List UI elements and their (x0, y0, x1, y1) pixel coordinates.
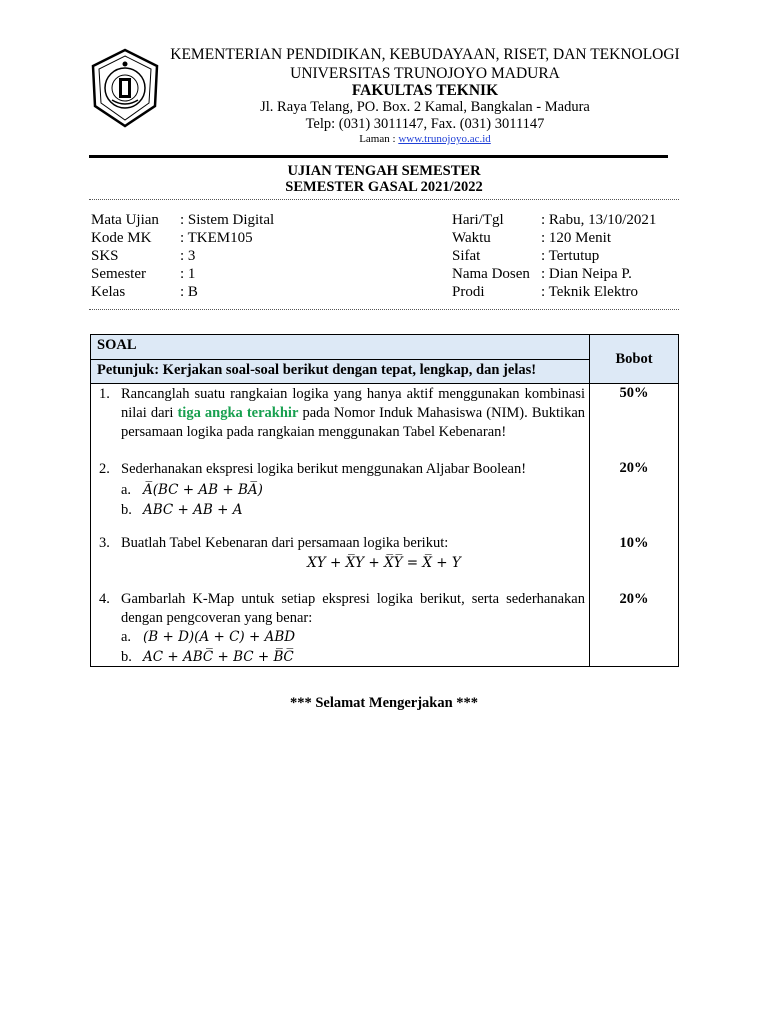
question-text: Buatlah Tabel Kebenaran dari persamaan logika berikut: (121, 535, 449, 551)
info-value-kelas: : B (180, 284, 198, 300)
info-value-hari-tgl: : Rabu, 13/10/2021 (541, 212, 657, 228)
questions-cell (91, 384, 590, 667)
question-3-equation: XY + X̅Y + X̅Y̅ = X̅ + Y (307, 555, 461, 571)
question-number: 3. (99, 535, 110, 551)
weight-question-1: 50% (619, 385, 649, 401)
info-value-mata-ujian: : Sistem Digital (180, 212, 275, 228)
bobot-header: Bobot (590, 335, 679, 384)
university-logo (89, 48, 161, 128)
website-link[interactable]: www.trunojoyo.ac.id (398, 133, 491, 145)
question-number: 2. (99, 461, 110, 477)
question-2 (99, 460, 585, 479)
info-label-sks: SKS (91, 248, 119, 264)
question-2-item-b: b. ABC + AB + A (121, 502, 243, 518)
info-label-nama-dosen: Nama Dosen (452, 266, 530, 282)
question-2-item-a: a. A̅(BC + AB + BA̅) (121, 482, 263, 498)
info-label-sifat: Sifat (452, 248, 481, 264)
question-1 (99, 385, 585, 442)
info-value-prodi: : Teknik Elektro (541, 284, 638, 300)
info-label-kode-mk: Kode MK (91, 230, 152, 246)
expression: AC + ABC̅ + BC + B̅C̅ (143, 649, 294, 665)
info-value-sifat: : Tertutup (541, 248, 600, 264)
info-value-nama-dosen: : Dian Neipa P. (541, 266, 632, 282)
university-name: UNIVERSITAS TRUNOJOYO MADURA (290, 65, 560, 82)
weight-question-4: 20% (619, 591, 649, 607)
expression: A̅(BC + AB + BA̅) (143, 482, 263, 498)
info-label-semester: Semester (91, 266, 146, 282)
website-line (165, 133, 685, 145)
question-text: Sederhanakan ekspresi logika berikut menggunakan Aljabar Boolean! (121, 461, 527, 477)
info-label-prodi: Prodi (452, 284, 485, 300)
question-number: 4. (99, 591, 110, 607)
header-divider (89, 155, 668, 158)
soal-header-cell (91, 335, 590, 384)
question-3 (99, 534, 585, 553)
exam-subtitle: SEMESTER GASAL 2021/2022 (285, 179, 483, 195)
weights-cell (590, 384, 679, 667)
ministry-name: KEMENTERIAN PENDIDIKAN, KEBUDAYAAN, RISET, DAN TEKNOLOGI (170, 46, 680, 63)
question-text: Rancanglah suatu rangkaian logika yang hanya aktif menggunakan kombinasi nilai dari tiga angka terakhir pada Nomor Induk Mahasiswa (NIM). Buktikan persamaan logika pada rangkaian menggunakan Tabel Kebenaran! (121, 386, 586, 440)
info-value-semester: : 1 (180, 266, 196, 282)
highlight-text: tiga angka terakhir (177, 405, 299, 421)
phone-fax: Telp: (031) 3011147, Fax. (031) 3011147 (305, 116, 545, 132)
question-text: Gambarlah K-Map untuk setiap ekspresi logika berikut, serta sederhanakan dengan pengcoveran yang benar: (121, 591, 585, 626)
closing-message: *** Selamat Mengerjakan *** (289, 695, 479, 711)
info-value-kode-mk: : TKEM105 (180, 230, 253, 246)
question-4-item-a: a. (B + D)(A + C) + ABD (121, 629, 296, 645)
dotted-divider-bottom (89, 309, 679, 310)
weight-question-2: 20% (619, 460, 649, 476)
soal-header: SOAL (91, 335, 589, 360)
info-value-sks: : 3 (180, 248, 196, 264)
info-label-hari-tgl: Hari/Tgl (452, 212, 504, 228)
question-number: 1. (99, 386, 110, 402)
info-label-kelas: Kelas (91, 284, 126, 300)
info-label-waktu: Waktu (452, 230, 491, 246)
dotted-divider-top (89, 199, 679, 200)
info-value-waktu: : 120 Menit (541, 230, 611, 246)
weight-question-3: 10% (619, 535, 649, 551)
question-4-item-b: b. AC + ABC̅ + BC + B̅C̅ (121, 649, 294, 665)
exam-title: UJIAN TENGAH SEMESTER (287, 163, 481, 179)
address: Jl. Raya Telang, PO. Box. 2 Kamal, Bangkalan - Madura (260, 99, 590, 115)
faculty-name: FAKULTAS TEKNIK (351, 82, 499, 99)
info-label-mata-ujian: Mata Ujian (91, 212, 159, 228)
website-label: Laman : (359, 133, 399, 145)
expression: (B + D)(A + C) + ABD (143, 629, 296, 645)
question-table (90, 334, 679, 667)
question-4 (99, 590, 585, 628)
instructions: Petunjuk: Kerjakan soal-soal berikut dengan tepat, lengkap, dan jelas! (97, 362, 537, 378)
expression: ABC + AB + A (143, 502, 243, 518)
